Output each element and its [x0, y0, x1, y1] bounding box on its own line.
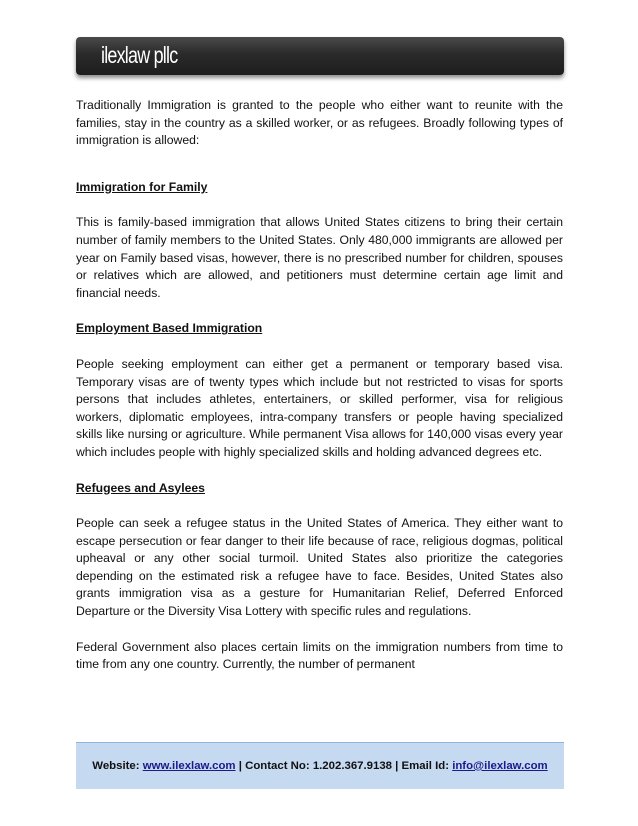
section-paragraph: People can seek a refugee status in the United States of America. They either want to escape persecution or fear danger to their life because of race, religious dogmas, political upheaval or any other social turmoil. United States also prioritize the categories depending on the estimated risk a refugee have to face. Besides, United States also grants immigration visa as a gesture for Humanitarian Relief, Deferred Enforced Departure or the Diversity Visa Lottery with specific rules and regulations.: [76, 516, 563, 619]
section-heading-refugees: Refugees and Asylees: [76, 480, 205, 495]
section-heading-family: Immigration for Family: [76, 179, 208, 194]
company-logo: ilexlaw pllc: [101, 42, 178, 68]
header-bar: [76, 37, 564, 75]
contact-label: Contact No:: [245, 760, 310, 772]
email-link[interactable]: info@ilexlaw.com: [452, 760, 548, 772]
website-link[interactable]: www.ilexlaw.com: [142, 760, 236, 772]
document-body: [76, 97, 563, 674]
footer-separator: |: [238, 760, 242, 772]
intro-paragraph: Traditionally Immigration is granted to the people who either want to reunite with the families, stay in the country as a skilled worker, or as refugees. Broadly following types of immigration is allowed:: [76, 98, 563, 148]
footer-contact-bar: [76, 742, 564, 789]
section-paragraph: This is family-based immigration that allows United States citizens to bring their certain number of family members to the United States. Only 480,000 immigrants are allowed per year on Family based visas, however, there is no prescribed number for children, spouses or relatives which are allowed, and petitioners must determine certain age limit and financial needs.: [76, 215, 563, 300]
contact-number: 1.202.367.9138: [312, 760, 392, 772]
section-paragraph: Federal Government also places certain limits on the immigration numbers from time to time from any one country. Currently, the number of permanent: [76, 639, 563, 672]
footer-separator: |: [395, 760, 399, 772]
section-paragraph: People seeking employment can either get a permanent or temporary based visa. Temporary visas are of twenty types which include but not restricted to visas for sports persons that includes athletes, entertainers, or skilled performer, visa for religious workers, diplomatic employees, intra-company transfers or people having specialized skills like nursing or agriculture. While permanent Visa allows for 140,000 visas every year which includes people with highly specialized skills and holding advanced degrees etc.: [76, 356, 563, 459]
website-label: Website:: [92, 760, 140, 772]
section-heading-employment: Employment Based Immigration: [76, 321, 263, 336]
email-label: Email Id:: [401, 760, 450, 772]
